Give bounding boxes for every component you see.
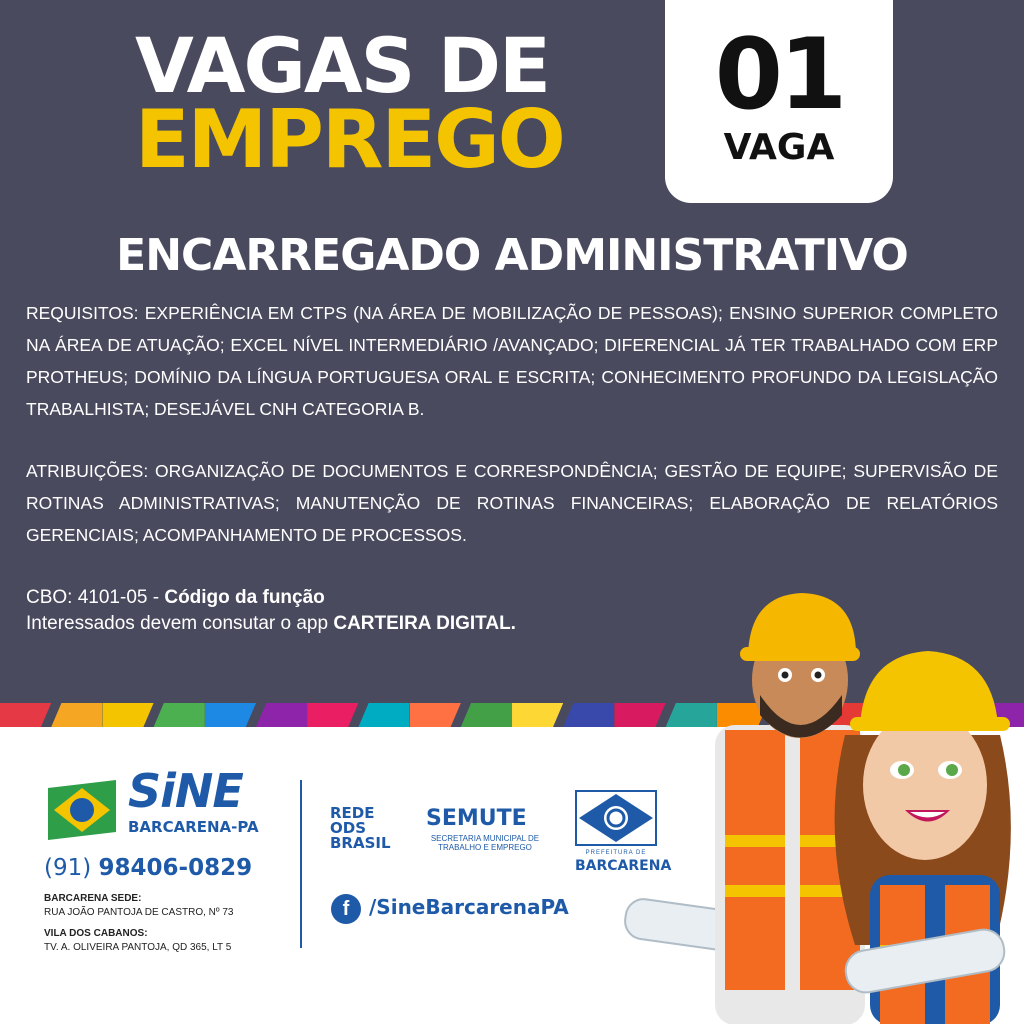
facebook-icon[interactable]: f — [331, 894, 361, 924]
phone-prefix: (91) — [44, 855, 99, 881]
stripe-segment — [461, 703, 512, 727]
requisitos-text: REQUISITOS: EXPERIÊNCIA EM CTPS (NA ÁREA DE MOBILIZAÇÃO DE PESSOAS); ENSINO SUPERIOR COMPLETO NA ÁREA DE ATUAÇÃO; EXCEL NÍVEL INTERMEDIÁRIO /AVANÇADO; DIFERENCIAL JÁ TER TRABALHADO COM ERP PROTHEUS; DOMÍNIO DA LÍNGUA PORTUGUESA ORAL E ESCRITA; CONHECIMENTO PROFUNDO DA LEGISLAÇÃO TRABALHISTA; DESEJÁVEL CNH CATEGORIA B. — [26, 303, 998, 419]
prefeitura-name: BARCARENA — [575, 858, 672, 874]
rede-line2: ODS — [330, 819, 367, 837]
vila-label: VILA DOS CABANOS: — [44, 928, 148, 939]
vila-address: TV. A. OLIVEIRA PANTOJA, QD 365, LT 5 — [44, 942, 232, 953]
stripe-segment — [563, 703, 614, 727]
stripe-segment — [512, 703, 563, 727]
stripe-segment — [154, 703, 205, 727]
stripe-segment — [102, 703, 153, 727]
stripe-segment — [358, 703, 409, 727]
vaga-count-badge — [665, 0, 893, 203]
cbo-info — [26, 585, 516, 637]
vaga-count: 01 — [714, 18, 844, 132]
cbo-bold: Código da função — [164, 587, 325, 608]
sede-label: BARCARENA SEDE: — [44, 893, 142, 904]
instructions-bold: CARTEIRA DIGITAL. — [333, 613, 516, 634]
semute-subtitle: SECRETARIA MUNICIPAL DE TRABALHO E EMPREGO — [430, 834, 540, 852]
semute-logo: SEMUTE — [426, 806, 527, 831]
stripe-segment — [256, 703, 307, 727]
stripe-segment — [51, 703, 102, 727]
brazil-flag-icon — [48, 780, 116, 840]
cbo-prefix: CBO: 4101-05 - — [26, 587, 165, 608]
footer-divider — [300, 780, 302, 948]
title-line2: EMPREGO — [135, 93, 564, 186]
stripe-segment — [410, 703, 461, 727]
phone-main: 98406-0829 — [98, 855, 253, 881]
instructions-prefix: Interessados devem consutar o app — [26, 613, 334, 634]
sine-subtitle: BARCARENA-PA — [128, 818, 259, 836]
atribuicoes-text: ATRIBUIÇÕES: ORGANIZAÇÃO DE DOCUMENTOS E CORRESPONDÊNCIA; GESTÃO DE EQUIPE; SUPERVISÃO DE ROTINAS ADMINISTRATIVAS; MANUTENÇÃO DE ROTINAS FINANCEIRAS; ELABORAÇÃO DE RELATÓRIOS GERENCIAIS; ACOMPANHAMENTO DE PROCESSOS. — [26, 461, 998, 545]
rede-line1: REDE — [330, 804, 375, 822]
sede-address: RUA JOÃO PANTOJA DE CASTRO, Nº 73 — [44, 907, 234, 918]
stripe-segment — [205, 703, 256, 727]
construction-workers-illustration — [620, 585, 1024, 1024]
stripe-segment — [0, 703, 51, 727]
stripe-segment — [307, 703, 358, 727]
facebook-link[interactable]: /SineBarcarenaPA — [369, 895, 569, 919]
job-title: ENCARREGADO ADMINISTRATIVO — [116, 230, 908, 281]
phone-number — [44, 855, 252, 881]
title-line1: VAGAS DE — [135, 21, 549, 110]
rede-line3: BRASIL — [330, 834, 391, 852]
rede-ods-logo — [330, 806, 391, 851]
sine-logo-text: SiNE — [128, 764, 243, 818]
vaga-label: VAGA — [723, 127, 835, 168]
prefeitura-subtitle: PREFEITURA DE — [585, 850, 647, 856]
